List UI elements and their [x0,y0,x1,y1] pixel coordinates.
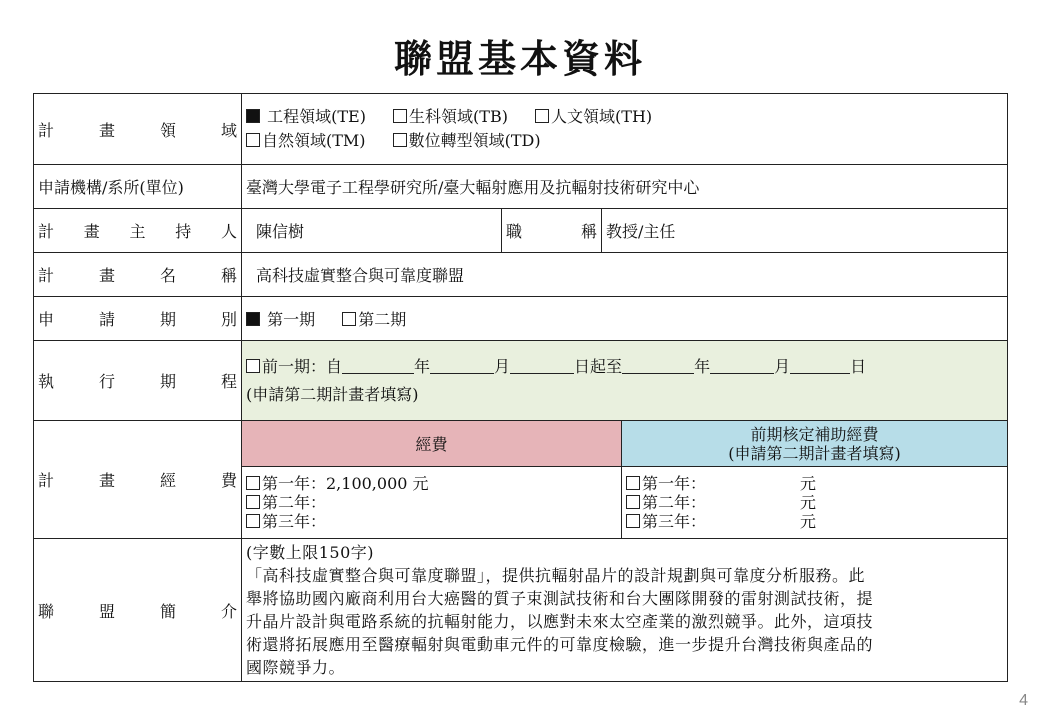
intro-text [242,539,1008,682]
end-year-blank[interactable] [622,359,694,374]
checkbox-checked-icon[interactable] [246,109,260,123]
field-option-te[interactable]: 工程領域(TE) [246,107,366,126]
field-option-td[interactable]: 數位轉型領域(TD) [393,131,541,150]
checkbox-icon[interactable] [246,359,260,373]
checkbox-checked-icon[interactable] [246,312,260,326]
start-year-blank[interactable] [342,359,414,374]
job-title-value: 教授/主任 [602,209,1008,253]
field-option-th[interactable]: 人文領域(TH) [535,107,652,126]
prior-year2: 第二年： 元 [626,493,1003,512]
checkbox-icon[interactable] [246,495,260,509]
checkbox-icon[interactable] [393,133,407,147]
budget-funding-values [242,467,622,539]
institution-value: 臺灣大學電子工程學研究所/臺大輻射應用及抗輻射技術研究中心 [242,165,1008,209]
checkbox-icon[interactable] [393,109,407,123]
intro-line: 升晶片設計與電路系統的抗輻射能力，以應對未來太空產業的激烈競爭。此外，這項技 [246,612,874,631]
end-month-blank[interactable] [710,359,774,374]
checkbox-icon[interactable] [246,476,260,490]
intro-line: 舉將協助國內廠商利用台大癌醫的質子束測試技術和台大團隊開發的雷射測試技術，提 [246,589,874,608]
label-field: 計 畫 領 域 [34,94,242,165]
period-line: 前一期：自 年 月 日起至 年 月 日 [246,353,1003,381]
field-option-tb[interactable]: 生科領域(TB) [393,107,508,126]
prior-year3: 第三年： 元 [626,512,1003,531]
page-title: 聯盟基本資料 [393,36,646,81]
budget-header-funding: 經費 [242,421,622,467]
start-month-blank[interactable] [430,359,494,374]
intro-line: 國際競爭力。 [246,658,346,677]
row-field [34,94,1008,165]
label-job-title: 職 稱 [502,209,602,253]
field-option-tm[interactable]: 自然領域(TM) [246,131,366,150]
period-note: (申請第二期計畫者填寫) [246,384,419,404]
name-value: 高科技虛實整合與可靠度聯盟 [242,253,1008,297]
prior-year1: 第一年： 元 [626,474,1003,493]
phase-option-second[interactable]: 第二期 [342,310,406,329]
intro-line: 「高科技虛實整合與可靠度聯盟」，提供抗輻射晶片的設計規劃與可靠度分析服務。此 [246,566,866,585]
label-budget: 計 畫 經 費 [34,421,242,539]
label-pi: 計 畫 主 持 人 [34,209,242,253]
row-phase [34,297,1008,341]
row-name [34,253,1008,297]
end-day-blank[interactable] [790,359,850,374]
label-institution: 申請機構/系所(單位) [34,165,242,209]
alliance-info-table [33,93,1008,682]
checkbox-icon[interactable] [246,133,260,147]
field-options [242,94,1008,165]
label-name: 計 畫 名 稱 [34,253,242,297]
intro-line: 術還將拓展應用至醫療輻射與電動車元件的可靠度檢驗，進一步提升台灣技術與產品的 [246,635,874,654]
budget-prior-values [622,467,1008,539]
row-intro [34,539,1008,682]
page-number: 4 [1019,692,1028,709]
budget-header-prior: 前期核定補助經費 (申請第二期計畫者填寫) [622,421,1008,467]
checkbox-icon[interactable] [626,476,640,490]
phase-options [242,297,1008,341]
start-day-blank[interactable] [510,359,574,374]
row-pi [34,209,1008,253]
pi-value: 陳信樹 [242,209,502,253]
budget-year1: 第一年：2,100,000 元 [246,474,617,493]
phase-option-first[interactable]: 第一期 [246,310,315,329]
row-period [34,341,1008,421]
label-intro: 聯 盟 簡 介 [34,539,242,682]
label-phase: 申 請 期 別 [34,297,242,341]
budget-year3: 第三年： [246,512,617,531]
checkbox-icon[interactable] [626,495,640,509]
checkbox-icon[interactable] [626,514,640,528]
budget-year2: 第二年： [246,493,617,512]
checkbox-icon[interactable] [246,514,260,528]
checkbox-icon[interactable] [342,312,356,326]
row-budget-header [34,421,1008,467]
intro-limit-note: (字數上限150字) [246,543,375,562]
checkbox-icon[interactable] [535,109,549,123]
label-period: 執 行 期 程 [34,341,242,421]
row-institution [34,165,1008,209]
period-cell [242,341,1008,421]
